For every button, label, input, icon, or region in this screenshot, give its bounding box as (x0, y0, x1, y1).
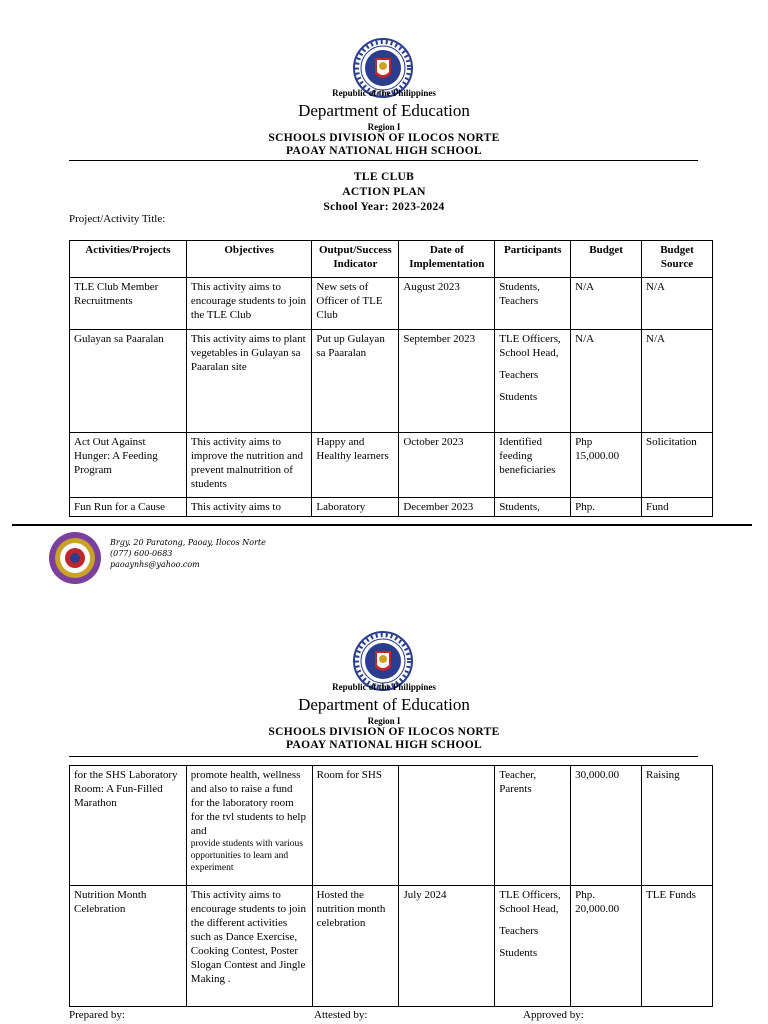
cell-date: August 2023 (399, 278, 495, 330)
cell-activity: Gulayan sa Paaralan (70, 330, 187, 433)
cell-participants: Students, (495, 498, 571, 517)
col-header: Date of Implementation (399, 241, 495, 278)
cell-date: December 2023 (399, 498, 495, 517)
table-row (70, 498, 713, 517)
region-text: Region I (367, 122, 401, 132)
school-text: PAOAY NATIONAL HIGH SCHOOL (286, 145, 482, 157)
cell-output: Put up Gulayan sa Paaralan (312, 330, 399, 433)
school-year: School Year: 2023-2024 (323, 201, 445, 213)
action-plan-table-page2 (69, 765, 713, 1007)
cell-output: Laboratory (312, 498, 399, 517)
cell-output: Happy and Healthy learners (312, 433, 399, 498)
approved-by-label: Approved by: (523, 1009, 584, 1021)
cell-objective: This activity aims to improve the nutrition and prevent malnutrition of students (186, 433, 312, 498)
cell-date: October 2023 (399, 433, 495, 498)
footer-divider (12, 524, 752, 526)
cell-participants: Students, Teachers (495, 278, 571, 330)
footer-address: Brgy. 20 Paratong, Paoay, Ilocos Norte (110, 538, 266, 547)
cell-objective: This activity aims to encourage students to join the different activities such as Dance Exercise, Cooking Contest, Poster Slogan Contest and Jingle Making . (186, 886, 312, 1007)
cell-participants: Teacher, Parents (495, 766, 571, 886)
cell-source: Fund (642, 498, 713, 517)
cell-objective: This activity aims to (186, 498, 312, 517)
cell-budget: Php 15,000.00 (571, 433, 642, 498)
school-text: PAOAY NATIONAL HIGH SCHOOL (286, 739, 482, 751)
cell-activity: TLE Club Member Recruitments (70, 278, 187, 330)
col-header: Activities/Projects (70, 241, 187, 278)
cell-participants (495, 330, 571, 433)
cell-output: Room for SHS (312, 766, 399, 886)
club-title: TLE CLUB (353, 171, 415, 183)
school-seal (48, 531, 102, 585)
cell-participants: Identified feeding beneficiaries (495, 433, 571, 498)
plan-title: ACTION PLAN (342, 186, 426, 198)
cell-source: TLE Funds (642, 886, 713, 1007)
action-plan-table-page1 (69, 240, 713, 517)
cell-objective: This activity aims to encourage students to join the TLE Club (186, 278, 312, 330)
col-header: Output/Success Indicator (312, 241, 399, 278)
objective-text: promote health, wellness and also to raise a fund for the laboratory room for the tvl students to help and (190, 769, 306, 837)
cell-date: July 2024 (399, 886, 495, 1007)
header-divider (69, 160, 698, 161)
cell-participants (495, 886, 571, 1007)
cell-activity: Nutrition Month Celebration (70, 886, 187, 1007)
cell-objective (186, 766, 312, 886)
table-header-row (70, 241, 713, 278)
department-title: Department of Education (298, 101, 470, 120)
prepared-by-label: Prepared by: (69, 1009, 125, 1021)
participant: TLE Officers, School Head, (499, 889, 561, 915)
table-row (70, 433, 713, 498)
cell-source: N/A (642, 278, 713, 330)
footer-contact (110, 537, 266, 570)
table-row (70, 278, 713, 330)
participant: Students (499, 391, 538, 403)
col-header: Objectives (186, 241, 312, 278)
col-header: Budget Source (642, 241, 713, 278)
objective-text-small: provide students with various opportunities to learn and experiment (190, 839, 303, 873)
participant: Teachers (499, 369, 539, 381)
participant: Teachers (499, 925, 539, 937)
region-text: Region I (367, 716, 401, 726)
cell-source: Solicitation (642, 433, 713, 498)
cell-activity: Fun Run for a Cause (70, 498, 187, 517)
participant: TLE Officers, School Head, (499, 333, 561, 359)
division-text: SCHOOLS DIVISION OF ILOCOS NORTE (268, 726, 500, 738)
project-title-label: Project/Activity Title: (69, 213, 166, 225)
footer-email: paoaynhs@yahoo.com (110, 560, 200, 569)
cell-date: September 2023 (399, 330, 495, 433)
cell-budget: 30,000.00 (571, 766, 642, 886)
cell-budget: Php. 20,000.00 (571, 886, 642, 1007)
cell-source: N/A (642, 330, 713, 433)
cell-budget: Php. (571, 498, 642, 517)
republic-text: Republic of the Philippines (332, 682, 436, 692)
attested-by-label: Attested by: (314, 1009, 368, 1021)
participant: Students (499, 947, 538, 959)
division-text: SCHOOLS DIVISION OF ILOCOS NORTE (268, 132, 500, 144)
col-header: Participants (495, 241, 571, 278)
table-row (70, 766, 713, 886)
table-row (70, 886, 713, 1007)
footer-phone: (077) 600-0683 (110, 549, 173, 558)
cell-date (399, 766, 495, 886)
republic-text: Republic of the Philippines (332, 88, 436, 98)
cell-source: Raising (642, 766, 713, 886)
cell-output: Hosted the nutrition month celebration (312, 886, 399, 1007)
cell-activity: Act Out Against Hunger: A Feeding Program (70, 433, 187, 498)
cell-output: New sets of Officer of TLE Club (312, 278, 399, 330)
header-divider (69, 756, 698, 757)
cell-objective: This activity aims to plant vegetables in Gulayan sa Paaralan site (186, 330, 312, 433)
cell-budget: N/A (571, 330, 642, 433)
cell-budget: N/A (571, 278, 642, 330)
department-title: Department of Education (298, 695, 470, 714)
table-row (70, 330, 713, 433)
cell-activity: for the SHS Laboratory Room: A Fun-Filled Marathon (70, 766, 187, 886)
col-header: Budget (571, 241, 642, 278)
